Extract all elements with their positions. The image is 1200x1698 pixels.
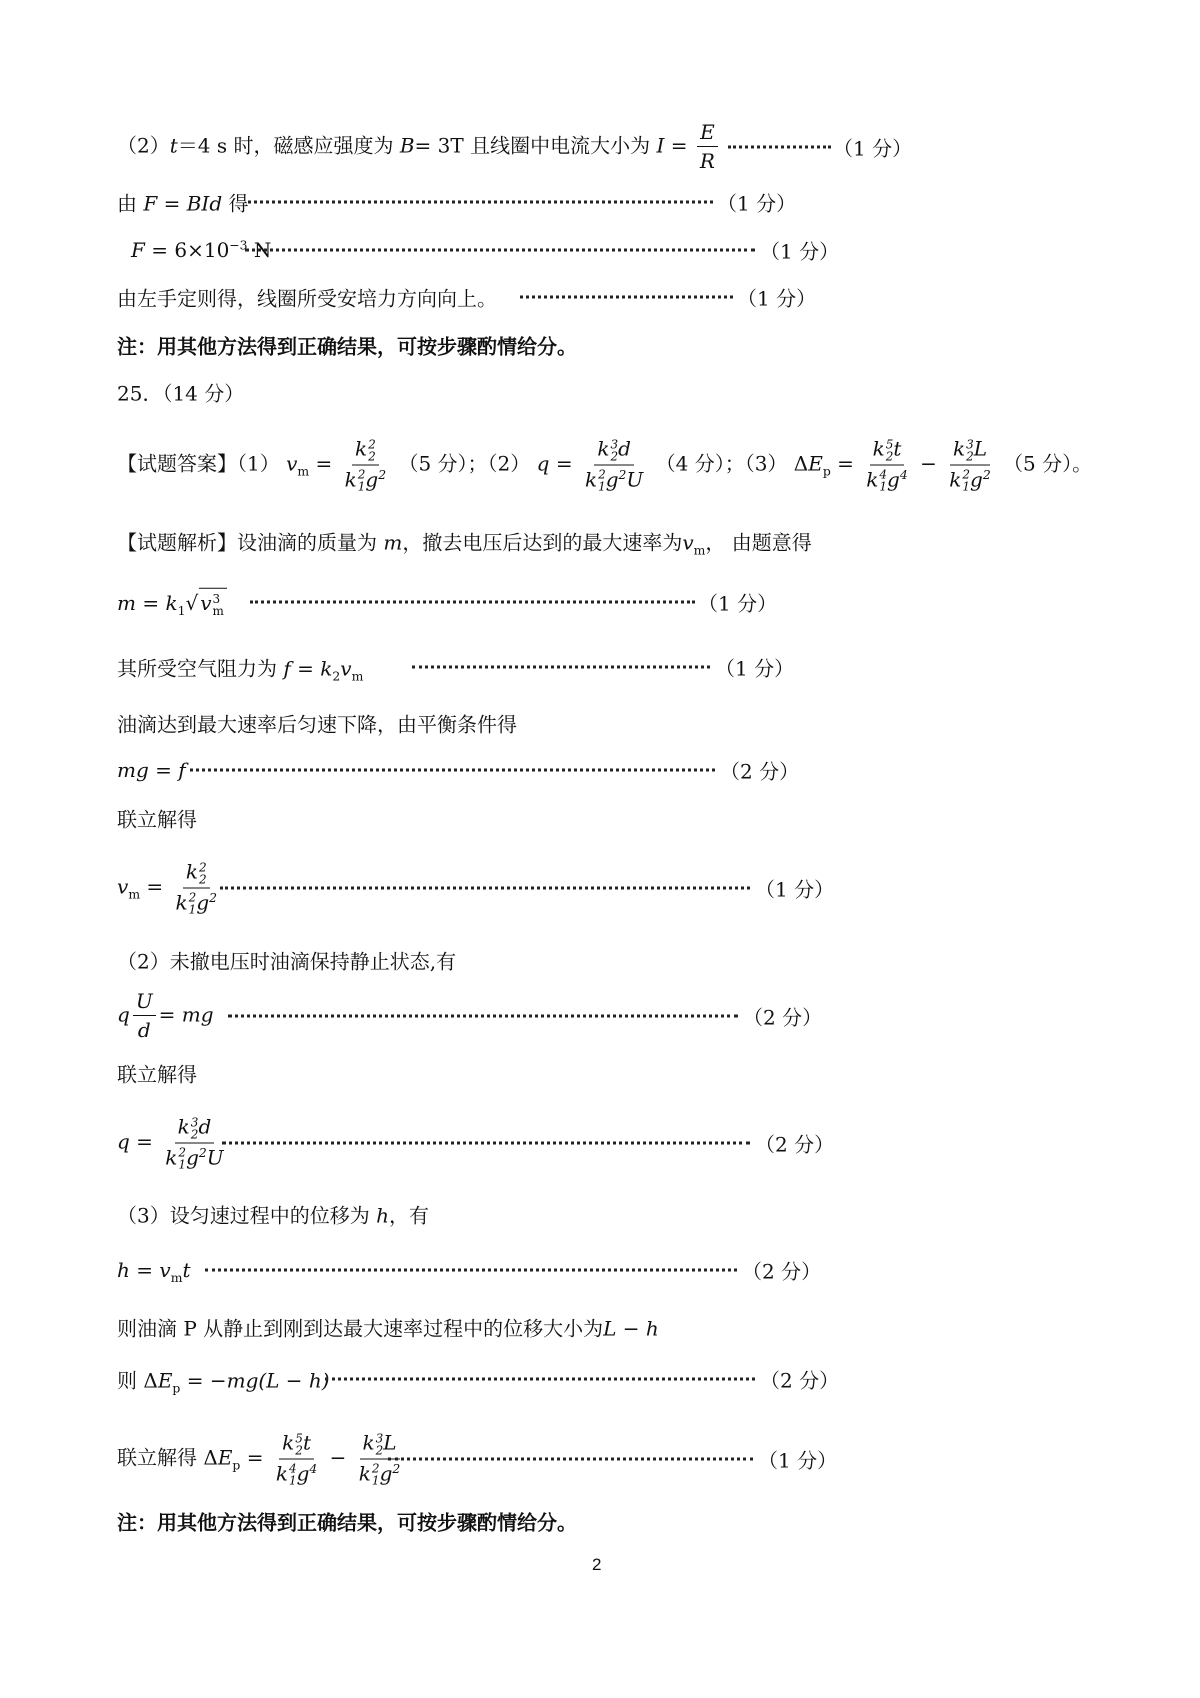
step-solve-text-1: 联立解得: [117, 807, 197, 832]
line-current: [0, 117, 1200, 177]
step-displacement: $h = v_mt$ （2 分）: [0, 1240, 1200, 1300]
score: （1 分）: [737, 286, 817, 311]
step-balance-text: 油滴达到最大速率后匀速下降，由平衡条件得: [117, 712, 517, 737]
score: （2 分）: [742, 1259, 822, 1284]
score: （1 分）: [833, 136, 913, 161]
score: （1 分）: [717, 191, 797, 216]
step-static: q $\frac{U}{d}$ = mg （2 分）: [117, 989, 823, 1042]
step-potential-energy: 则 $\Delta E_p = -mg(L - h)$ （2 分）: [0, 1349, 1200, 1409]
dot-leader: [728, 146, 831, 149]
fraction-ep-result-2: k 3 2 L k 2 1 $g^2$: [358, 1430, 401, 1488]
step-solve-text-2: 联立解得: [117, 1062, 197, 1087]
score: （2 分）: [760, 1368, 840, 1393]
step-accel-text: 则油滴 P 从静止到刚到达最大速率过程中的位移大小为L − h: [117, 1316, 659, 1341]
score: （1 分）: [760, 239, 840, 264]
fraction-ep-2: k 3 2 L k 2 1 $g^2$: [949, 436, 991, 494]
step-balance: mg = f （2 分）: [0, 740, 1200, 800]
step-uniform-text: （3）设匀速过程中的位移为 h，有: [117, 1203, 429, 1228]
dot-leader: [245, 249, 755, 252]
answer-summary: 【试题答案】（1） $v_m$ = k 2 2 k 2 1 $g^2$ （5 分）；（2） q = k 3 2 d k 2 1 $g^2U$ （4 分）；（3） $\Delta E_p$ = k 5 2 t k 4 1 $g^4$ − k 3 2 L k 2 1 $g^2$ （5 分）。: [117, 436, 1093, 494]
fraction-u-over-d: $\frac{U}{d}$: [133, 990, 156, 1042]
score: （1 分）: [715, 656, 795, 681]
score: （1 分）: [755, 877, 835, 902]
step-drag: 其所受空气阻力为 $f = k_2v_m$ （1 分）: [0, 637, 1200, 697]
note-1: 注：用其他方法得到正确结果，可按步骤酌情给分。: [117, 334, 577, 359]
dot-leader: [228, 1015, 738, 1018]
line-current-text: （2）t＝4 s 时，磁感应强度为 B= 3T 且线圈中电流大小为 I = $\frac{E}{R}$: [117, 121, 721, 173]
line-left-hand-rule: 由左手定则得，线圈所受安培力方向向上。 （1 分）: [0, 267, 1200, 327]
step-static-text: （2）未撤电压时油滴保持静止状态,有: [117, 949, 457, 974]
fraction-vm: k 2 2 k 2 1 $g^2$: [344, 436, 387, 494]
dot-leader: [520, 296, 733, 299]
dot-leader: [388, 1458, 753, 1461]
line-force-formula: 由 F = BId 得 （1 分）: [0, 172, 1200, 232]
line-force-value: $F = 6\times 10^{-3}$ N （1 分）: [131, 237, 840, 264]
fraction-vm-result: k 2 2 k 2 1 $g^2$: [175, 859, 218, 917]
score: （2 分）: [720, 759, 800, 784]
page-number: 2: [592, 1555, 602, 1574]
analysis-intro: 【试题解析】设油滴的质量为 m，撤去电压后达到的最大速率为$v_m$， 由题意得: [117, 530, 812, 558]
score: （2 分）: [743, 1005, 823, 1030]
dot-leader: [412, 666, 710, 669]
fraction-e-over-r: $\frac{E}{R}$: [697, 121, 718, 173]
dot-leader: [222, 1142, 750, 1145]
dot-leader: [205, 1269, 737, 1272]
dot-leader: [190, 769, 715, 772]
step-ep-result: 联立解得 $\Delta E_p$ = k 5 2 t k 4 1 $g^4$ − k 3 2 L k 2 1 $g^2$ （1 分）: [117, 1430, 838, 1488]
dot-leader: [248, 201, 713, 204]
fraction-ep-1: k 5 2 t k 4 1 $g^4$: [866, 436, 908, 494]
dot-leader: [325, 1378, 755, 1381]
fraction-q-result: k 3 2 d k 2 1 $g^2U$: [165, 1114, 224, 1172]
fraction-ep-result-1: k 5 2 t k 4 1 $g^4$: [275, 1430, 318, 1488]
score: （1 分）: [758, 1448, 838, 1473]
note-2: 注：用其他方法得到正确结果，可按步骤酌情给分。: [117, 1510, 577, 1535]
dot-leader: [220, 887, 750, 890]
step-mass: $m = k_1√$ v 3 m （1 分）: [0, 572, 1200, 632]
step-vm-result: $v_m$ = k 2 2 k 2 1 $g^2$ （1 分）: [117, 859, 835, 917]
dot-leader: [250, 601, 695, 604]
fraction-q: k 3 2 d k 2 1 $g^2U$: [584, 436, 644, 494]
score: （1 分）: [698, 591, 778, 616]
step-q-result: q = k 3 2 d k 2 1 $g^2U$ （2 分）: [117, 1114, 835, 1172]
question-heading: 25．（14 分）: [117, 381, 245, 406]
score: （2 分）: [755, 1132, 835, 1157]
